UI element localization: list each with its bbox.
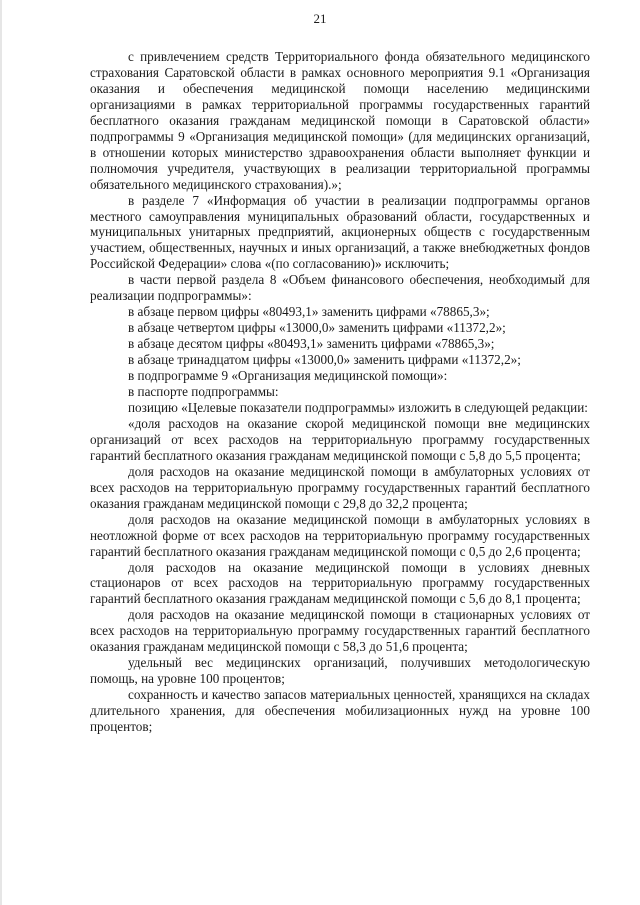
paragraph-2: в разделе 7 «Информация об участии в реализации подпрограммы органов местного самоуправления муниципальных образований области, государственных и муниципальных унитарных предприятий, акционерных обществ с государственным участием, общественных, научных и иных организаций, а также внебюджетных фондов Российской Федерации» слова «(по согласованию)» исключить; xyxy=(90,192,590,272)
paragraph-4: в абзаце первом цифры «80493,1» заменить цифрами «78865,3»; xyxy=(128,304,490,320)
paragraph-3: в части первой раздела 8 «Объем финансового обеспечения, необходимый для реализации подпрограммы»: xyxy=(90,272,590,304)
paragraph-9: в паспорте подпрограммы: xyxy=(128,384,279,400)
paragraph-5: в абзаце четвертом цифры «13000,0» заменить цифрами «11372,2»; xyxy=(128,320,506,336)
paragraph-10: позицию «Целевые показатели подпрограммы» изложить в следующей редакции: xyxy=(128,399,588,415)
scan-edge xyxy=(0,0,2,905)
document-body xyxy=(90,49,590,735)
paragraph-17: сохранность и качество запасов материальных ценностей, хранящихся на складах длительного хранения, для обеспечения мобилизационных нужд на уровне 100 процентов; xyxy=(90,687,590,735)
paragraph-12: доля расходов на оказание медицинской помощи в амбулаторных условиях от всех расходов на территориальную программу государственных гарантий бесплатного оказания гражданам медицинской помощи с 29,8 до 32,2 процента; xyxy=(90,463,590,511)
paragraph-13: доля расходов на оказание медицинской помощи в амбулаторных условиях в неотложной форме от всех расходов на территориальную программу государственных гарантий бесплатного оказания гражданам медицинской помощи с 0,5 до 2,6 процента; xyxy=(90,511,590,559)
page-number: 21 xyxy=(313,11,327,26)
paragraph-16: удельный вес медицинских организаций, получивших методологическую помощь, на уровне 100 процентов; xyxy=(90,655,590,687)
paragraph-1: с привлечением средств Территориального фонда обязательного медицинского страхования Саратовской области в рамках основного мероприятия 9.1 «Организация оказания и обеспечения медицинской помощи населению медицинскими организациями в рамках территориальной программы государственных гарантий бесплатного оказания гражданам медицинской помощи в Саратовской области» подпрограммы 9 «Организация медицинской помощи» (для медицинских организаций, в отношении которых министерство здравоохранения области выполняет функции и полномочия учредителя, участвующих в реализации территориальной программы обязательного медицинского страхования).»; xyxy=(90,49,590,192)
paragraph-6: в абзаце десятом цифры «80493,1» заменить цифрами «78865,3»; xyxy=(128,336,495,352)
paragraph-7: в абзаце тринадцатом цифры «13000,0» заменить цифрами «11372,2»; xyxy=(128,352,521,368)
paragraph-14: доля расходов на оказание медицинской помощи в условиях дневных стационаров от всех расходов на территориальную программу государственных гарантий бесплатного оказания гражданам медицинской помощи с 5,6 до 8,1 процента; xyxy=(90,559,590,607)
paragraph-15: доля расходов на оказание медицинской помощи в стационарных условиях от всех расходов на территориальную программу государственных гарантий бесплатного оказания гражданам медицинской помощи с 58,3 до 51,6 процента; xyxy=(90,607,590,655)
paragraph-8: в подпрограмме 9 «Организация медицинской помощи»: xyxy=(128,368,448,384)
paragraph-11: «доля расходов на оказание скорой медицинской помощи вне медицинских организаций от всех расходов на территориальную программу государственных гарантий бесплатного оказания гражданам медицинской помощи с 5,8 до 5,5 процента; xyxy=(90,415,590,463)
